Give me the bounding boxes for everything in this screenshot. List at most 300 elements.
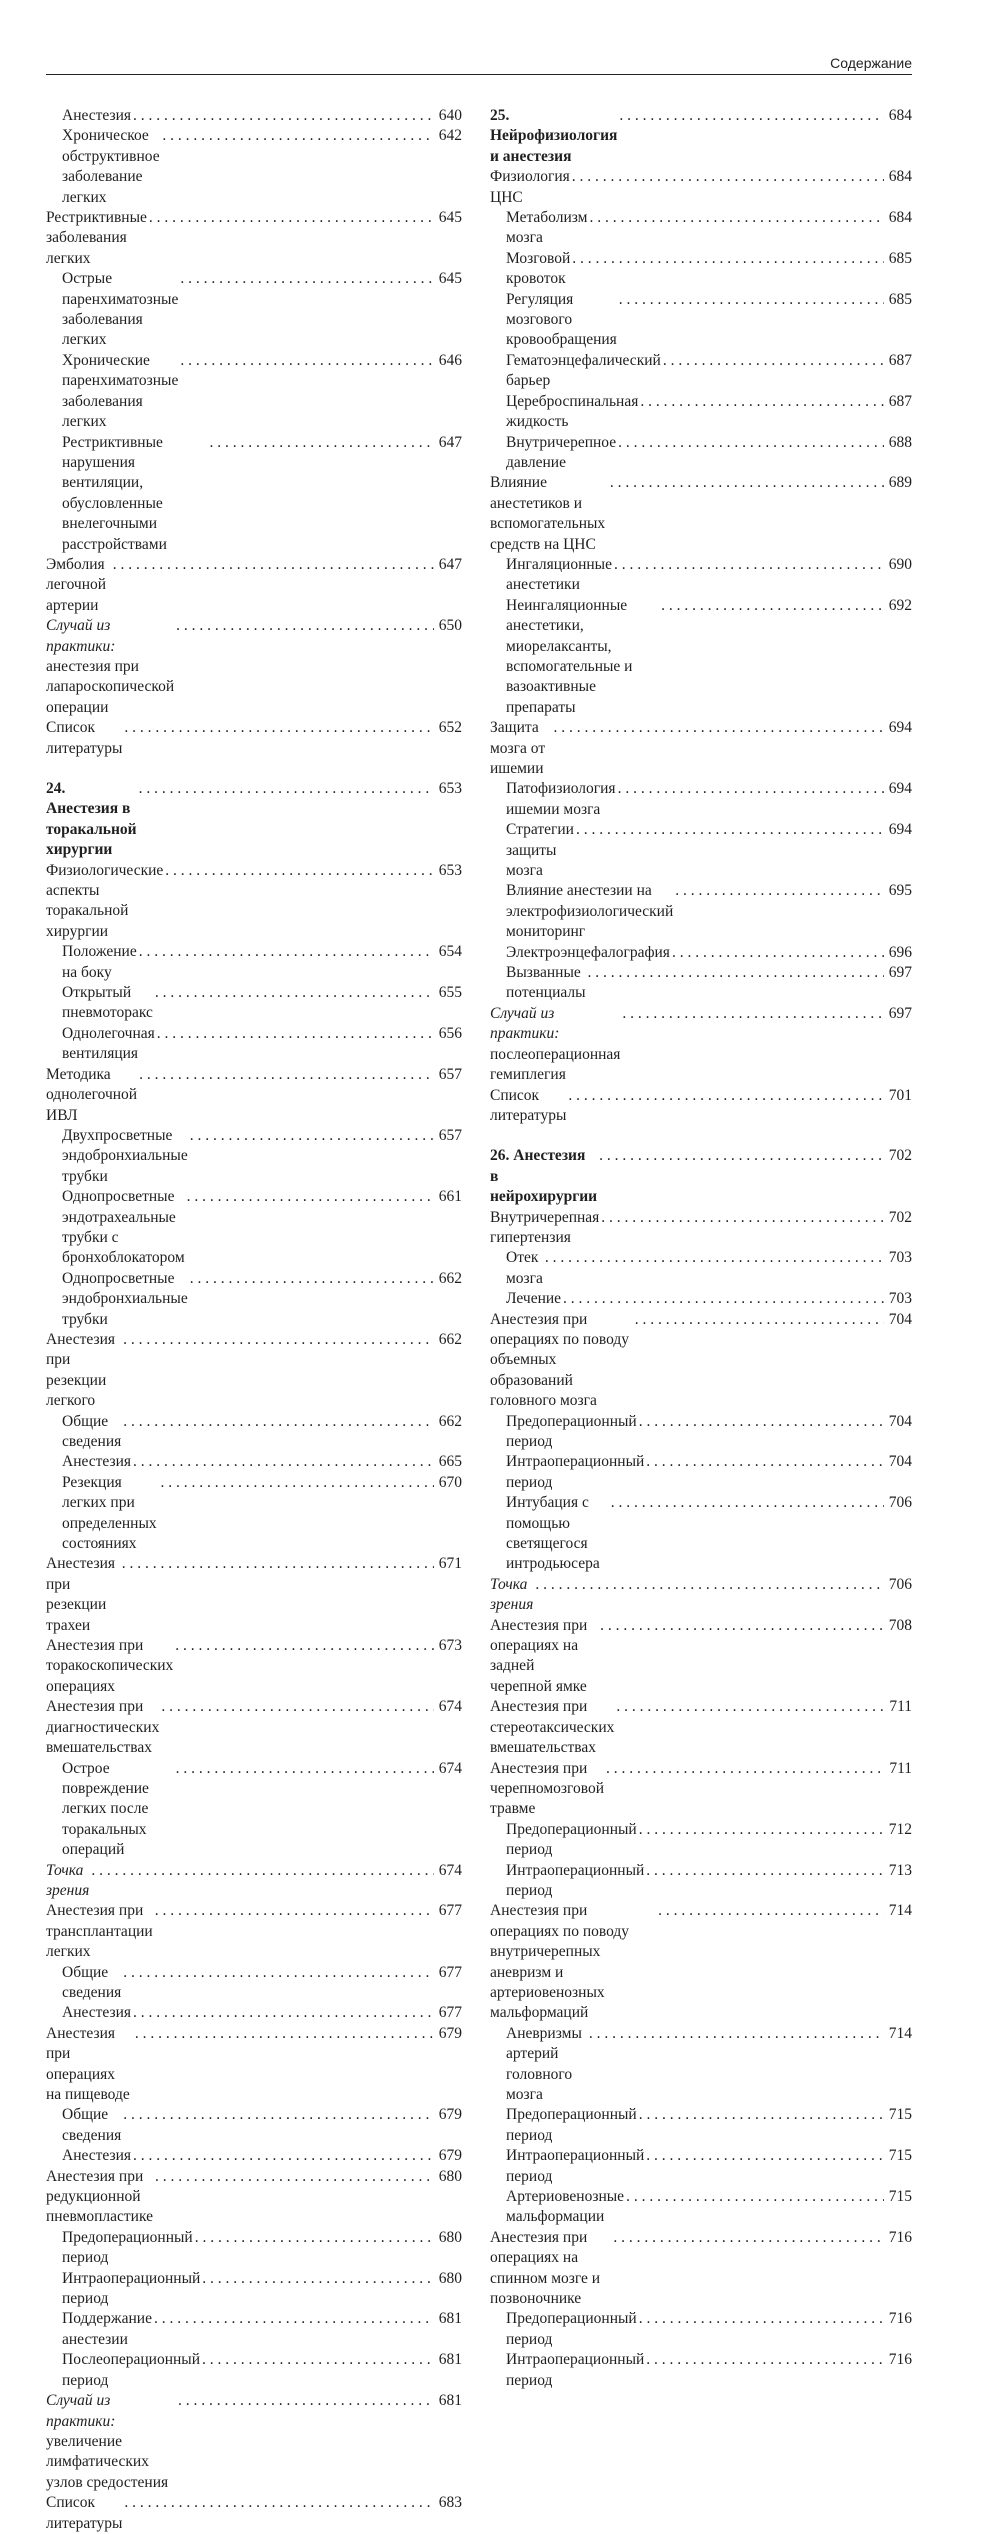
toc-entry-label: Случай из практики: [490, 1004, 560, 1043]
toc-page-number: 695 [888, 882, 912, 900]
dot-leader [568, 1086, 884, 1106]
toc-entry[interactable] [46, 861, 462, 943]
dot-leader [599, 1146, 884, 1166]
toc-page-number: 690 [888, 555, 912, 573]
toc-entry[interactable] [490, 2146, 912, 2187]
toc-entry-title: Метаболизм мозга [506, 209, 588, 247]
toc-page-number: 647 [438, 555, 462, 573]
toc-page-number: 653 [438, 861, 462, 879]
toc-entry[interactable] [46, 2146, 462, 2166]
toc-page-number: 662 [438, 1330, 462, 1348]
toc-page-number: 711 [889, 1698, 912, 1716]
dot-leader [553, 718, 884, 738]
toc-entry[interactable] [490, 1452, 912, 1493]
toc-page-number: 685 [888, 290, 912, 308]
toc-entry-label: Точка зрения [490, 1575, 534, 1614]
toc-page-number: 704 [888, 1412, 912, 1430]
dot-leader [180, 351, 434, 371]
dot-leader [639, 1820, 884, 1840]
toc-entry[interactable] [46, 1452, 462, 1472]
toc-page-number: 677 [438, 2004, 462, 2022]
dot-leader [626, 2187, 884, 2207]
toc-page-number: 653 [438, 780, 462, 797]
toc-page-number: 687 [888, 392, 912, 410]
toc-page-number: 680 [438, 2167, 462, 2185]
toc-page-number: 716 [888, 2228, 912, 2246]
toc-entry-title: Интраоперационный период [62, 2269, 201, 2308]
dot-leader [619, 290, 884, 310]
toc-entry[interactable] [46, 1126, 462, 1187]
toc-entry-title: Список литературы [46, 2494, 123, 2532]
toc-page-number: 706 [888, 1494, 912, 1512]
toc-entry-label: Случай из практики: [46, 2392, 116, 2430]
dot-leader [190, 1269, 434, 1289]
toc-page-number: 679 [438, 2106, 462, 2124]
toc-entry[interactable] [46, 1554, 462, 1636]
toc-page-number: 694 [888, 780, 912, 798]
toc-page-number: 681 [438, 2392, 462, 2410]
dot-leader [639, 1412, 884, 1432]
toc-entry[interactable] [490, 1086, 912, 1127]
dot-leader [176, 1759, 434, 1779]
toc-page-number: 692 [888, 596, 912, 614]
toc-entry[interactable] [46, 126, 462, 208]
toc-entry-title: Общие сведения [62, 2106, 122, 2144]
toc-entry[interactable] [46, 208, 462, 269]
toc-page-number: 681 [438, 2351, 462, 2369]
toc-entry-title: Анестезия [62, 107, 132, 124]
toc-entry[interactable] [46, 1269, 462, 1330]
toc-entry[interactable] [46, 1024, 462, 1065]
toc-entry[interactable] [490, 1310, 912, 1412]
toc-entry-title: Положение на боку [62, 943, 137, 981]
dot-leader [133, 1452, 434, 1472]
toc-page-number: 702 [888, 1208, 912, 1226]
toc-page-number: 683 [438, 2494, 462, 2512]
dot-leader [91, 1861, 434, 1881]
toc-page-number: 654 [438, 943, 462, 961]
dot-leader [135, 2024, 434, 2044]
toc-entry[interactable] [490, 208, 912, 249]
toc-page-number: 704 [888, 1453, 912, 1471]
dot-leader [124, 2493, 434, 2513]
toc-entry-title: Однопросветные эндобронхиальные трубки [62, 1269, 188, 1328]
dot-leader [618, 433, 884, 453]
toc-page-number: 679 [438, 2147, 462, 2165]
toc-entry-title: Анестезия при резекции легкого [46, 1330, 116, 1410]
toc-entry-title: Список литературы [46, 719, 123, 757]
toc-entry-title: Анестезия при торакоскопических операциях [46, 1637, 174, 1695]
toc-entry[interactable] [490, 943, 912, 963]
dot-leader [545, 1248, 884, 1268]
dot-leader [646, 1861, 884, 1881]
toc-page-number: 701 [888, 1086, 912, 1104]
dot-leader [675, 881, 884, 901]
toc-page-number: 684 [888, 209, 912, 227]
dot-leader [190, 1126, 434, 1146]
toc-entry-title: Хроническое обструктивное заболевание легких [62, 127, 160, 206]
toc-entry-title: Интубация с помощью светящегося интродьюсера [506, 1494, 600, 1573]
toc-right-column [490, 106, 912, 2391]
toc-entry-title: Анестезия при диагностических вмешательствах [46, 1698, 160, 1757]
toc-entry-title: Однопросветные эндотрахеальные трубки с бронхоблокатором [62, 1188, 185, 1267]
toc-entry-title: Список литературы [490, 1086, 567, 1124]
dot-leader [154, 2309, 434, 2329]
toc-entry-title: Предоперационный период [506, 2310, 637, 2348]
dot-leader [180, 269, 434, 289]
toc-page-number: 650 [438, 617, 462, 635]
toc-page-number: 708 [888, 1616, 912, 1634]
dot-leader [139, 1065, 434, 1085]
toc-page-number: 640 [438, 107, 462, 124]
toc-entry[interactable] [490, 167, 912, 208]
toc-page-number: 715 [888, 2188, 912, 2206]
dot-leader [123, 1330, 434, 1350]
dot-leader [639, 2309, 884, 2329]
toc-page-number: 704 [888, 1310, 912, 1328]
toc-page-number: 716 [888, 2310, 912, 2328]
toc-entry[interactable] [46, 1963, 462, 2004]
toc-entry-title [490, 1575, 533, 1616]
dot-leader [610, 473, 884, 493]
toc-chapter[interactable] [46, 779, 462, 861]
toc-entry-title: Анестезия при операциях на задней черепной ямке [490, 1616, 588, 1695]
dot-leader [663, 351, 884, 371]
dot-leader [133, 2003, 434, 2023]
toc-entry-title: Артериовенозные мальформации [506, 2188, 625, 2226]
toc-page-number: 712 [888, 1820, 912, 1838]
toc-entry-title: Анестезия [62, 2004, 132, 2022]
dot-leader [178, 2391, 434, 2411]
dot-leader [589, 2024, 884, 2044]
toc-entry-title: Анестезия [62, 2147, 132, 2165]
toc-entry[interactable] [490, 555, 912, 596]
toc-entry[interactable] [490, 2187, 912, 2228]
toc-entry-title: Острое повреждение легких после торакальных операций [62, 1759, 149, 1859]
toc-entry-title: Общие сведения [62, 1963, 122, 2001]
dot-leader [646, 1452, 884, 1472]
toc-page-number: 713 [888, 1861, 912, 1879]
dot-leader [155, 1901, 434, 1921]
toc-page-number: 661 [438, 1188, 462, 1206]
toc-entry[interactable] [490, 1820, 912, 1861]
toc-entry-title: Случай из практики: увеличение лимфатических узлов средостения [46, 2392, 169, 2491]
toc-entry[interactable] [46, 1330, 462, 1412]
toc-entry[interactable] [490, 2228, 912, 2310]
dot-leader [672, 943, 884, 963]
toc-entry[interactable] [46, 1065, 462, 1126]
toc-page-number: 665 [438, 1453, 462, 1471]
toc-entry-title: Аневризмы артерий головного мозга [506, 2024, 582, 2103]
toc-page-number: 688 [888, 433, 912, 451]
dot-leader [601, 1208, 884, 1228]
toc-entry[interactable] [46, 1473, 462, 1555]
toc-entry-title: Цереброспинальная жидкость [506, 392, 639, 431]
toc-entry-label: Случай из практики: [46, 617, 116, 655]
toc-page-number: 681 [438, 2310, 462, 2328]
dot-leader [600, 1616, 884, 1636]
toc-page-number: 715 [888, 2106, 912, 2124]
toc-entry-title: Защита мозга от ишемии [490, 719, 546, 777]
toc-entry[interactable] [46, 2105, 462, 2146]
toc-entry-title: Рестриктивные нарушения вентиляции, обусловленные внелегочными расстройствами [62, 433, 167, 553]
toc-entry-title: Патофизиология ишемии мозга [506, 780, 616, 818]
toc-entry[interactable] [46, 1187, 462, 1269]
toc-page-number: 696 [888, 943, 912, 961]
dot-leader [535, 1575, 884, 1595]
toc-entry[interactable] [490, 1493, 912, 1575]
dot-leader [113, 555, 434, 575]
dot-leader [175, 1636, 434, 1656]
toc-entry[interactable] [490, 820, 912, 881]
toc-entry[interactable] [490, 1697, 912, 1758]
dot-leader [165, 861, 434, 881]
dot-leader [572, 167, 884, 187]
toc-entry-title: Электроэнцефалография [506, 943, 670, 961]
toc-entry[interactable] [490, 392, 912, 433]
toc-entry[interactable] [490, 718, 912, 779]
toc-entry-title: Послеоперационный период [62, 2351, 201, 2389]
toc-entry[interactable] [46, 718, 462, 759]
toc-entry-title: Анестезия при операциях по поводу объемных образований головного мозга [490, 1310, 630, 1410]
dot-leader [161, 1697, 434, 1717]
dot-leader [123, 1412, 434, 1432]
toc-page-number: 652 [438, 719, 462, 737]
toc-entry[interactable] [490, 1901, 912, 2023]
toc-entry-title: Отек мозга [506, 1249, 543, 1287]
dot-leader [640, 392, 884, 412]
toc-entry-title: Предоперационный период [506, 1412, 637, 1450]
toc-page-number: 662 [438, 1412, 462, 1430]
toc-page-number: 677 [438, 1902, 462, 1920]
toc-entry[interactable] [46, 1412, 462, 1453]
toc-entry[interactable] [46, 616, 462, 718]
toc-entry[interactable] [46, 2493, 462, 2534]
toc-chapter[interactable] [490, 1146, 912, 1207]
toc-entry-title: Открытый пневмоторакс [62, 984, 153, 1022]
toc-entry-title: Влияние анестезии на электрофизиологический мониторинг [506, 882, 674, 941]
toc-entry[interactable] [490, 963, 912, 1004]
toc-page-number: 685 [888, 249, 912, 267]
toc-page-number: 647 [438, 433, 462, 451]
dot-leader [614, 555, 884, 575]
dot-leader [588, 963, 884, 983]
toc-entry[interactable] [490, 1575, 912, 1616]
toc-entry[interactable] [46, 2269, 462, 2310]
toc-entry[interactable] [46, 351, 462, 433]
dot-leader [563, 1289, 884, 1309]
toc-page-number: 657 [438, 1126, 462, 1144]
toc-entry[interactable] [46, 433, 462, 555]
toc-page-number: 714 [888, 2024, 912, 2042]
toc-entry[interactable] [490, 881, 912, 942]
toc-entry-label: Точка зрения [46, 1861, 90, 1899]
dot-leader [635, 1310, 884, 1330]
toc-page-number: 670 [438, 1473, 462, 1491]
toc-entry-title: Методика однолегочной ИВЛ [46, 1065, 138, 1124]
toc-entry[interactable] [490, 1208, 912, 1249]
toc-page-number: 703 [888, 1249, 912, 1267]
toc-entry[interactable] [46, 1697, 462, 1758]
toc-entry-title: Анестезия при операциях по поводу внутричерепных аневризм и артериовенозных мальформаций [490, 1902, 630, 2022]
toc-entry-title: Анестезия при трансплантации легких [46, 1902, 153, 1961]
toc-page-number: 671 [438, 1555, 462, 1573]
dot-leader [195, 2228, 434, 2248]
toc-entry-title: Неингаляционные анестетики, миорелаксанты, вспомогательные и вазоактивные препараты [506, 596, 633, 716]
toc-entry-title: 26. Анестезия в нейрохирургии [490, 1147, 598, 1206]
toc-entry-title: Интраоперационный период [506, 2351, 645, 2389]
dot-leader [639, 2105, 884, 2125]
toc-entry-title: Однолегочная вентиляция [62, 1024, 155, 1063]
toc-entry[interactable] [46, 942, 462, 983]
toc-entry-title: Интраоперационный период [506, 1453, 645, 1491]
toc-entry-title: Стратегии защиты мозга [506, 821, 574, 880]
dot-leader [209, 433, 434, 453]
toc-page-number: 673 [438, 1637, 462, 1655]
toc-entry[interactable] [490, 1248, 912, 1289]
toc-entry[interactable] [46, 1861, 462, 1902]
dot-leader [572, 249, 884, 269]
dot-leader [133, 2146, 434, 2166]
toc-entry[interactable] [46, 2024, 462, 2106]
toc-entry-title: Эмболия легочной артерии [46, 555, 107, 614]
toc-entry[interactable] [46, 2228, 462, 2269]
toc-page-number: 697 [888, 964, 912, 982]
toc-entry-title: Острые паренхиматозные заболевания легких [62, 270, 179, 349]
toc-page-number: 646 [438, 351, 462, 369]
dot-leader [616, 1697, 884, 1717]
toc-entry-title: Анестезия при черепномозговой травме [490, 1759, 605, 1818]
toc-entry-title: Предоперационный период [506, 2106, 637, 2144]
toc-entry[interactable] [490, 1616, 912, 1698]
toc-entry[interactable] [46, 2350, 462, 2391]
toc-entry-title: Случай из практики: анестезия при лапароскопической операции [46, 617, 175, 716]
toc-page-number: 679 [438, 2024, 462, 2042]
toc-entry[interactable] [490, 2024, 912, 2106]
toc-entry-title: Интраоперационный период [506, 1861, 645, 1899]
dot-leader [139, 779, 434, 799]
toc-entry[interactable] [490, 2350, 912, 2391]
dot-leader [149, 208, 434, 228]
toc-page-number: 662 [438, 1269, 462, 1287]
toc-page-number: 655 [438, 984, 462, 1002]
toc-page-number: 680 [438, 2228, 462, 2246]
toc-entry[interactable] [46, 1901, 462, 1962]
toc-entry-title: Общие сведения [62, 1412, 122, 1450]
toc-entry-title: Рестриктивные заболевания легких [46, 209, 147, 267]
toc-entry-title: Гематоэнцефалический барьер [506, 351, 661, 390]
dot-leader [123, 1963, 434, 1983]
dot-leader [161, 1473, 434, 1493]
toc-entry[interactable] [490, 290, 912, 351]
toc-page-number: 716 [888, 2351, 912, 2369]
toc-page-number: 680 [438, 2269, 462, 2287]
toc-entry[interactable] [490, 433, 912, 474]
dot-leader [606, 1759, 884, 1779]
dot-leader [123, 2105, 434, 2125]
toc-entry[interactable] [490, 351, 912, 392]
toc-entry[interactable] [490, 2105, 912, 2146]
dot-leader [139, 942, 434, 962]
dot-leader [155, 983, 434, 1003]
toc-entry[interactable] [46, 2003, 462, 2023]
dot-leader [162, 126, 434, 146]
toc-entry-title: Внутричерепная гипертензия [490, 1208, 600, 1246]
dot-leader [646, 2146, 884, 2166]
toc-page-number: 642 [438, 127, 462, 145]
toc-page-number: 657 [438, 1065, 462, 1083]
dot-leader [611, 1493, 884, 1513]
toc-entry-title: Вызванные потенциалы [506, 964, 586, 1002]
toc-entry[interactable] [490, 249, 912, 290]
toc-entry[interactable] [490, 2309, 912, 2350]
toc-entry-title: Интраоперационный период [506, 2147, 645, 2185]
toc-page-number: 677 [438, 1963, 462, 1981]
toc-entry-title: Анестезия при резекции трахеи [46, 1555, 116, 1634]
toc-entry[interactable] [490, 473, 912, 555]
toc-page-number: 697 [888, 1004, 912, 1022]
toc-page-number: 674 [438, 1698, 462, 1716]
dot-leader [589, 208, 884, 228]
toc-entry[interactable] [46, 1636, 462, 1697]
toc-entry-title: Мозговой кровоток [506, 249, 571, 288]
toc-entry[interactable] [46, 1759, 462, 1861]
toc-entry-title: Предоперационный период [62, 2228, 193, 2267]
toc-page-number: 703 [888, 1290, 912, 1308]
toc-entry-title: Физиологические аспекты торакальной хирургии [46, 861, 164, 940]
toc-entry-title: Двухпросветные эндобронхиальные трубки [62, 1126, 188, 1185]
dot-leader [122, 1554, 434, 1574]
toc-entry-title: 25. Нейрофизиология и анестезия [490, 107, 618, 165]
toc-entry-title: Анестезия [62, 1453, 132, 1471]
toc-page-number: 715 [888, 2147, 912, 2165]
toc-entry[interactable] [46, 555, 462, 616]
dot-leader [658, 1901, 884, 1921]
header-rule [46, 74, 912, 75]
toc-chapter[interactable] [490, 106, 912, 167]
dot-leader [155, 2167, 434, 2187]
toc-entry[interactable] [490, 1861, 912, 1902]
toc-entry-title: Поддержание анестезии [62, 2310, 152, 2348]
toc-entry-title: Физиология ЦНС [490, 168, 570, 206]
toc-entry[interactable] [490, 1004, 912, 1086]
toc-entry[interactable] [46, 106, 462, 126]
toc-entry-title: Внутричерепное давление [506, 433, 617, 471]
toc-page-number: 706 [888, 1575, 912, 1593]
toc-entry[interactable] [490, 779, 912, 820]
toc-entry[interactable] [46, 2309, 462, 2350]
toc-entry-title: Регуляция мозгового кровообращения [506, 290, 617, 349]
toc-entry-title: Ингаляционные анестетики [506, 555, 612, 594]
dot-leader [576, 820, 884, 840]
toc-page-number: 694 [888, 821, 912, 839]
toc-page-number: 711 [889, 1759, 912, 1777]
toc-entry-title: Хронические паренхиматозные заболевания легких [62, 351, 179, 431]
toc-page-number: 689 [888, 474, 912, 492]
toc-entry[interactable] [46, 269, 462, 351]
toc-entry[interactable] [46, 2167, 462, 2228]
dot-leader [157, 1024, 434, 1044]
dot-leader [202, 2350, 434, 2370]
toc-page-number: 714 [888, 1902, 912, 1920]
toc-entry[interactable] [46, 983, 462, 1024]
toc-entry[interactable] [490, 596, 912, 718]
toc-entry[interactable] [490, 1289, 912, 1309]
toc-entry[interactable] [46, 2391, 462, 2493]
toc-entry-title: Предоперационный период [506, 1820, 637, 1859]
toc-entry[interactable] [490, 1759, 912, 1820]
toc-entry[interactable] [490, 1412, 912, 1453]
